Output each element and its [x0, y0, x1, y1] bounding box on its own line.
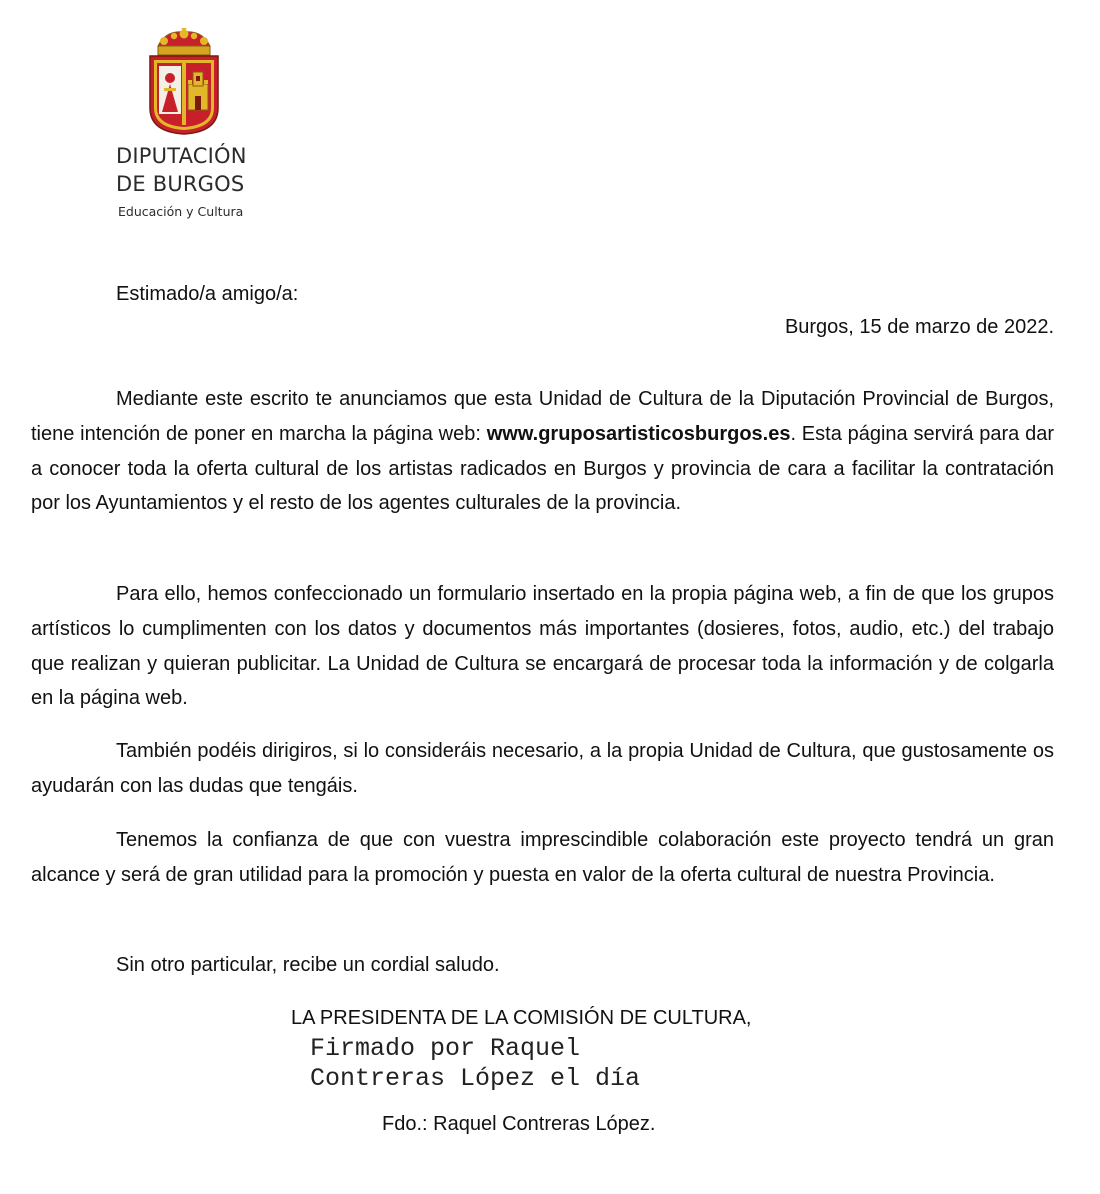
signatory-title: LA PRESIDENTA DE LA COMISIÓN DE CULTURA,	[291, 1007, 752, 1029]
letter-paragraph-1	[31, 382, 1054, 521]
organization-name	[116, 142, 247, 198]
signature-stamp-line1: Firmado por Raquel	[310, 1034, 581, 1063]
organization-name-line2: DE BURGOS	[116, 172, 245, 196]
signatory-name: Fdo.: Raquel Contreras López.	[382, 1113, 656, 1135]
letter-paragraph-2: Para ello, hemos confeccionado un formulario insertado en la propia página web, a fin de que los grupos artísticos lo cumplimenten con los datos y documentos más importantes (dosieres, fotos, audio, etc.) del trabajo que realizan y quieran publicitar. La Unidad de Cultura se encargará de procesar toda la información y de colgarla en la página web.	[31, 583, 1054, 710]
letter-paragraph-3: También podéis dirigiros, si lo consideráis necesario, a la propia Unidad de Cultura, que gustosamente os ayudarán con las dudas que tengáis.	[31, 740, 1054, 797]
digital-signature-stamp	[310, 1034, 640, 1094]
letter-greeting: Estimado/a amigo/a:	[116, 283, 299, 305]
organization-logo	[112, 28, 262, 228]
organization-department: Educación y Cultura	[118, 204, 244, 219]
coat-of-arms-icon	[144, 28, 224, 136]
organization-name-line1: DIPUTACIÓN	[116, 144, 247, 168]
letter-paragraph-4: Tenemos la confianza de que con vuestra imprescindible colaboración este proyecto tendrá un gran alcance y será de gran utilidad para la promoción y puesta en valor de la oferta cultural de nuestra Provincia.	[31, 829, 1054, 886]
paragraph-1-rest: . Esta página servirá para dar a conocer toda la oferta cultural de los artistas radicados en Burgos y provincia de cara a facilitar la contratación por los Ayuntamientos y el resto de los agentes culturales de la provincia.	[31, 422, 1054, 515]
letter-date: Burgos, 15 de marzo de 2022.	[784, 316, 1054, 338]
letter-closing: Sin otro particular, recibe un cordial saludo.	[116, 954, 500, 976]
website-url: www.gruposartisticosburgos.es	[486, 422, 791, 445]
paragraph-1-intro: Mediante este escrito te anunciamos que esta Unidad de Cultura de la Diputación Provincial de Burgos, tiene intención de poner en marcha la página web:	[31, 388, 1054, 445]
signature-stamp-line2: Contreras López el día	[310, 1064, 641, 1093]
